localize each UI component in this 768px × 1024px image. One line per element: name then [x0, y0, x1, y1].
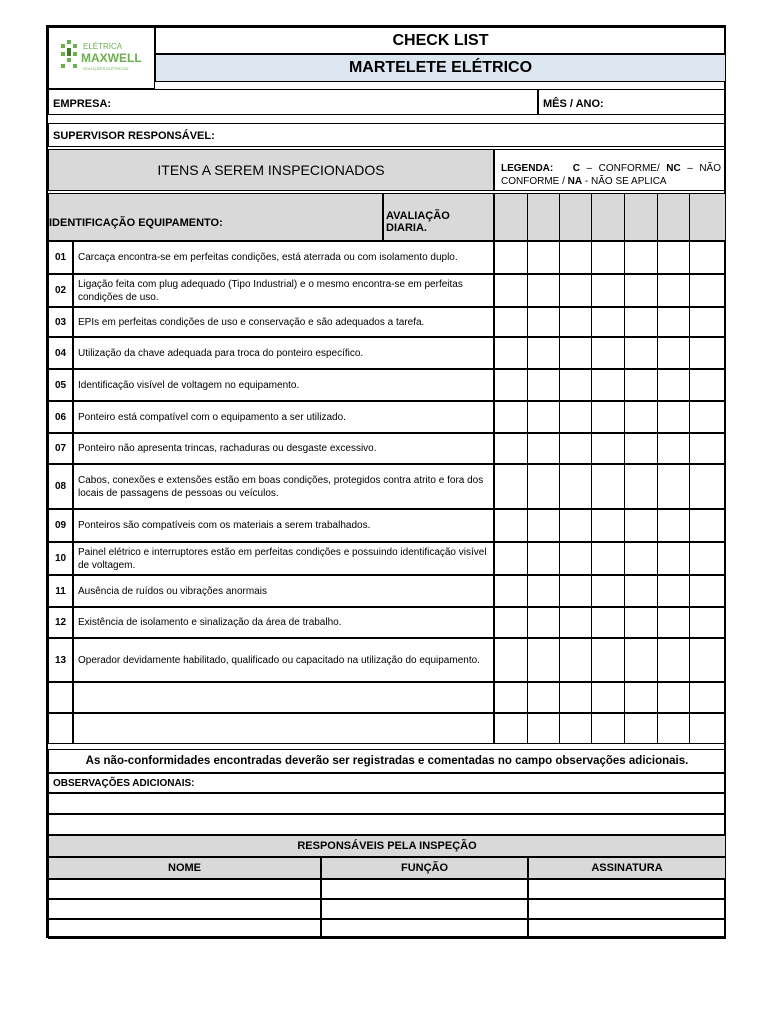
item-evaluation-row[interactable] [494, 713, 726, 744]
observacoes-label: OBSERVAÇÕES ADICIONAIS: [48, 773, 726, 793]
item-evaluation-row[interactable] [494, 307, 726, 337]
evaluation-column-line [624, 193, 625, 744]
svg-text:MAXWELL: MAXWELL [81, 51, 142, 65]
observacoes-line-2[interactable] [48, 814, 726, 835]
item-evaluation-row[interactable] [494, 682, 726, 713]
checklist-sheet [46, 25, 726, 938]
evaluation-column-line [689, 193, 690, 744]
item-evaluation-row[interactable] [494, 401, 726, 433]
responsavel-cell[interactable] [321, 919, 528, 939]
item-number: 12 [48, 607, 73, 638]
item-evaluation-row[interactable] [494, 464, 726, 509]
item-description: Ponteiros são compatíveis com os materiais a serem trabalhados. [73, 509, 494, 542]
item-evaluation-row[interactable] [494, 509, 726, 542]
page-subtitle: MARTELETE ELÉTRICO [155, 54, 726, 82]
item-evaluation-row[interactable] [494, 369, 726, 401]
itens-header: ITENS A SEREM INSPECIONADOS [48, 149, 494, 191]
responsaveis-title: RESPONSÁVEIS PELA INSPEÇÃO [48, 835, 726, 857]
item-number: 07 [48, 433, 73, 464]
item-evaluation-row[interactable] [494, 607, 726, 638]
item-description: Identificação visível de voltagem no equipamento. [73, 369, 494, 401]
supervisor-field[interactable]: SUPERVISOR RESPONSÁVEL: [48, 123, 726, 147]
item-number: 06 [48, 401, 73, 433]
item-description: Ausência de ruídos ou vibrações anormais [73, 575, 494, 607]
item-description: Ponteiro não apresenta trincas, rachaduras ou desgaste excessivo. [73, 433, 494, 464]
page-title: CHECK LIST [155, 27, 726, 54]
item-description: Cabos, conexões e extensões estão em boas condições, protegidos contra atrito e fora dos locais de passagens de pessoas ou veículos. [73, 464, 494, 509]
item-description [73, 713, 494, 744]
responsavel-cell[interactable] [321, 879, 528, 899]
responsavel-cell[interactable] [528, 899, 726, 919]
item-description: Existência de isolamento e sinalização da área de trabalho. [73, 607, 494, 638]
svg-text:SOLUÇÕES ELÉTRICAS: SOLUÇÕES ELÉTRICAS [83, 66, 129, 71]
identificacao-field[interactable]: IDENTIFICAÇÃO EQUIPAMENTO: [48, 193, 383, 241]
item-evaluation-row[interactable] [494, 241, 726, 274]
evaluation-column-line [559, 193, 560, 744]
item-number: 11 [48, 575, 73, 607]
item-evaluation-row[interactable] [494, 542, 726, 575]
item-number: 03 [48, 307, 73, 337]
item-number: 13 [48, 638, 73, 682]
item-number: 08 [48, 464, 73, 509]
legenda: LEGENDA: C – CONFORME/ NC – NÃO CONFORME / NA - NÃO SE APLICA [494, 149, 726, 191]
responsavel-cell[interactable] [48, 879, 321, 899]
responsavel-cell[interactable] [321, 899, 528, 919]
observacoes-line-1[interactable] [48, 793, 726, 814]
funcao-header: FUNÇÃO [321, 857, 528, 879]
svg-text:ELÉTRICA: ELÉTRICA [83, 42, 123, 51]
item-description: Utilização da chave adequada para troca do ponteiro específico. [73, 337, 494, 369]
empresa-field[interactable]: EMPRESA: [48, 89, 538, 115]
item-number: 09 [48, 509, 73, 542]
item-evaluation-row[interactable] [494, 433, 726, 464]
responsavel-cell[interactable] [528, 879, 726, 899]
mes-ano-field[interactable]: MÊS / ANO: [538, 89, 726, 115]
evaluation-column-line [591, 193, 592, 744]
responsavel-cell[interactable] [48, 919, 321, 939]
evaluation-column-line [657, 193, 658, 744]
item-evaluation-row[interactable] [494, 274, 726, 307]
item-description: Ponteiro está compatível com o equipamento a ser utilizado. [73, 401, 494, 433]
item-number [48, 682, 73, 713]
item-evaluation-row[interactable] [494, 575, 726, 607]
maxwell-logo [49, 28, 154, 88]
item-description [73, 682, 494, 713]
nonconformity-note: As não-conformidades encontradas deverão ser registradas e comentadas no campo observações adicionais. [48, 749, 726, 773]
item-evaluation-row[interactable] [494, 337, 726, 369]
responsavel-cell[interactable] [528, 919, 726, 939]
item-number: 02 [48, 274, 73, 307]
item-number: 05 [48, 369, 73, 401]
item-number: 01 [48, 241, 73, 274]
item-description: EPIs em perfeitas condições de uso e conservação e são adequados a tarefa. [73, 307, 494, 337]
item-number: 04 [48, 337, 73, 369]
item-description: Operador devidamente habilitado, qualificado ou capacitado na utilização do equipamento. [73, 638, 494, 682]
item-evaluation-row[interactable] [494, 638, 726, 682]
item-description: Ligação feita com plug adequado (Tipo Industrial) e o mesmo encontra-se em perfeitas condições de uso. [73, 274, 494, 307]
item-description: Painel elétrico e interruptores estão em perfeitas condições e possuindo identificação visível de voltagem. [73, 542, 494, 575]
avaliacao-label: AVALIAÇÃO DIARIA. [383, 193, 494, 241]
responsavel-cell[interactable] [48, 899, 321, 919]
evaluation-column-line [527, 193, 528, 744]
logo-box [48, 27, 155, 89]
nome-header: NOME [48, 857, 321, 879]
assinatura-header: ASSINATURA [528, 857, 726, 879]
evaluation-header-cells [494, 193, 726, 241]
item-number [48, 713, 73, 744]
item-description: Carcaça encontra-se em perfeitas condições, está aterrada ou com isolamento duplo. [73, 241, 494, 274]
item-number: 10 [48, 542, 73, 575]
